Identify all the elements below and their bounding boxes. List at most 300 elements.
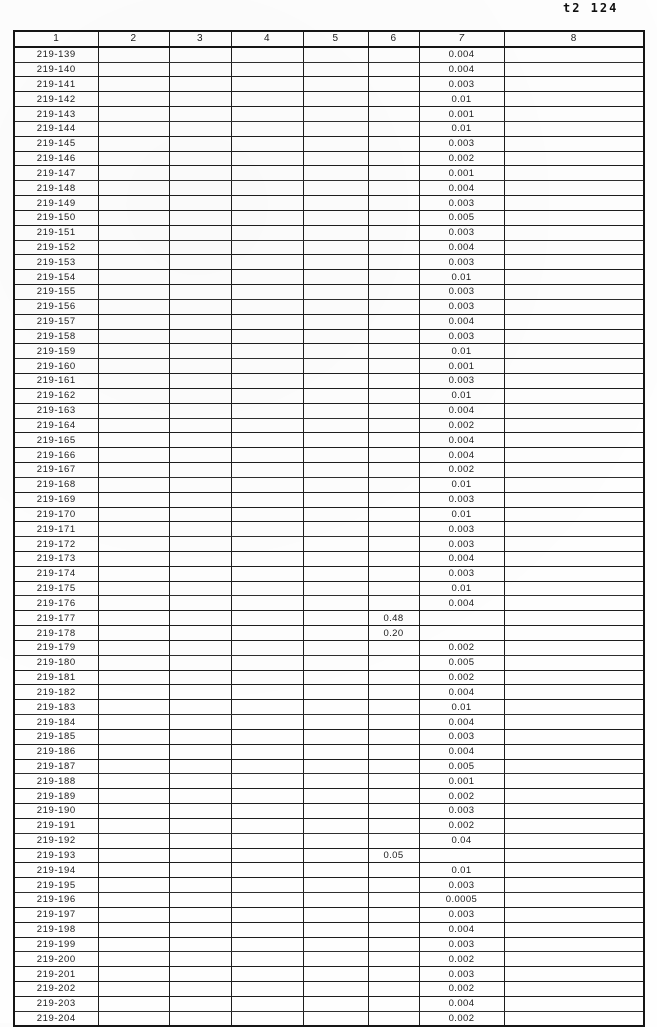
table-cell xyxy=(504,907,644,922)
row-id-cell: 219-163 xyxy=(14,403,98,418)
page-number-label: t2 124 xyxy=(563,1,619,15)
row-id-cell: 219-187 xyxy=(14,759,98,774)
table-cell xyxy=(169,952,231,967)
column-header-7: 7 xyxy=(419,31,504,47)
table-cell xyxy=(504,374,644,389)
table-cell xyxy=(303,92,368,107)
table-cell xyxy=(504,551,644,566)
table-cell xyxy=(368,729,419,744)
table-cell xyxy=(169,996,231,1011)
table-cell xyxy=(419,611,504,626)
table-cell xyxy=(303,388,368,403)
column-header-8: 8 xyxy=(504,31,644,47)
table-row xyxy=(14,937,644,952)
table-row xyxy=(14,551,644,566)
table-cell xyxy=(231,522,303,537)
row-id-cell: 219-158 xyxy=(14,329,98,344)
table-cell: 0.003 xyxy=(419,285,504,300)
table-cell xyxy=(231,804,303,819)
table-cell xyxy=(504,107,644,122)
table-cell xyxy=(303,833,368,848)
table-cell xyxy=(303,952,368,967)
table-row xyxy=(14,196,644,211)
table-cell xyxy=(169,285,231,300)
row-id-cell: 219-175 xyxy=(14,581,98,596)
table-cell xyxy=(504,685,644,700)
table-cell xyxy=(504,626,644,641)
table-cell xyxy=(303,62,368,77)
table-cell xyxy=(231,136,303,151)
column-header-5: 5 xyxy=(303,31,368,47)
table-cell xyxy=(303,121,368,136)
table-cell: 0.001 xyxy=(419,774,504,789)
table-cell xyxy=(504,433,644,448)
table-cell: 0.01 xyxy=(419,477,504,492)
table-cell: 0.0005 xyxy=(419,893,504,908)
table-cell xyxy=(504,299,644,314)
table-cell xyxy=(169,551,231,566)
table-cell xyxy=(98,507,169,522)
table-cell xyxy=(98,626,169,641)
table-cell xyxy=(368,92,419,107)
table-cell: 0.003 xyxy=(419,878,504,893)
table-cell: 0.002 xyxy=(419,789,504,804)
row-id-cell: 219-198 xyxy=(14,922,98,937)
table-row xyxy=(14,804,644,819)
table-cell xyxy=(231,285,303,300)
table-cell: 0.005 xyxy=(419,655,504,670)
table-cell xyxy=(303,522,368,537)
table-cell xyxy=(504,121,644,136)
table-cell xyxy=(368,537,419,552)
row-id-cell: 219-203 xyxy=(14,996,98,1011)
table-row xyxy=(14,329,644,344)
table-cell xyxy=(98,581,169,596)
table-cell xyxy=(303,967,368,982)
table-cell xyxy=(169,774,231,789)
table-row xyxy=(14,596,644,611)
table-cell xyxy=(368,448,419,463)
table-cell xyxy=(303,196,368,211)
table-cell xyxy=(303,1011,368,1026)
table-cell xyxy=(231,922,303,937)
table-row xyxy=(14,314,644,329)
row-id-cell: 219-170 xyxy=(14,507,98,522)
column-header-1: 1 xyxy=(14,31,98,47)
table-cell xyxy=(231,744,303,759)
table-cell xyxy=(303,804,368,819)
table-cell xyxy=(231,210,303,225)
row-id-cell: 219-165 xyxy=(14,433,98,448)
table-cell xyxy=(98,804,169,819)
table-cell xyxy=(303,181,368,196)
table-cell xyxy=(231,967,303,982)
table-cell xyxy=(504,359,644,374)
table-row xyxy=(14,729,644,744)
table-cell xyxy=(169,388,231,403)
row-id-cell: 219-164 xyxy=(14,418,98,433)
table-cell xyxy=(504,715,644,730)
row-id-cell: 219-204 xyxy=(14,1011,98,1026)
table-cell: 0.003 xyxy=(419,225,504,240)
row-id-cell: 219-189 xyxy=(14,789,98,804)
column-header-4: 4 xyxy=(231,31,303,47)
table-cell xyxy=(504,448,644,463)
table-cell xyxy=(504,566,644,581)
row-id-cell: 219-149 xyxy=(14,196,98,211)
table-row xyxy=(14,47,644,62)
table-cell xyxy=(504,344,644,359)
table-cell xyxy=(98,640,169,655)
table-cell xyxy=(368,670,419,685)
row-id-cell: 219-156 xyxy=(14,299,98,314)
table-cell xyxy=(98,374,169,389)
table-cell xyxy=(231,270,303,285)
table-cell xyxy=(504,181,644,196)
table-cell xyxy=(504,92,644,107)
table-cell xyxy=(98,878,169,893)
table-cell: 0.003 xyxy=(419,522,504,537)
row-id-cell: 219-202 xyxy=(14,982,98,997)
table-cell xyxy=(368,789,419,804)
table-cell xyxy=(231,344,303,359)
table-cell: 0.004 xyxy=(419,181,504,196)
table-cell xyxy=(169,403,231,418)
row-id-cell: 219-176 xyxy=(14,596,98,611)
table-cell xyxy=(504,982,644,997)
row-id-cell: 219-157 xyxy=(14,314,98,329)
table-row xyxy=(14,789,644,804)
table-row xyxy=(14,507,644,522)
table-cell xyxy=(98,996,169,1011)
table-cell xyxy=(368,759,419,774)
table-cell xyxy=(368,403,419,418)
table-cell xyxy=(169,1011,231,1026)
table-cell xyxy=(98,463,169,478)
table-cell xyxy=(98,181,169,196)
table-cell xyxy=(231,196,303,211)
table-row xyxy=(14,878,644,893)
table-cell: 0.003 xyxy=(419,329,504,344)
table-cell xyxy=(169,715,231,730)
table-cell xyxy=(169,982,231,997)
table-cell xyxy=(504,967,644,982)
table-cell xyxy=(368,463,419,478)
table-cell xyxy=(98,255,169,270)
table-cell: 0.004 xyxy=(419,715,504,730)
table-cell xyxy=(169,729,231,744)
table-cell xyxy=(169,967,231,982)
table-row xyxy=(14,166,644,181)
table-cell xyxy=(504,477,644,492)
table-cell xyxy=(303,166,368,181)
table-cell xyxy=(98,492,169,507)
table-cell xyxy=(98,92,169,107)
table-cell xyxy=(368,507,419,522)
table-cell xyxy=(504,833,644,848)
table-cell xyxy=(504,655,644,670)
row-id-cell: 219-179 xyxy=(14,640,98,655)
table-cell xyxy=(303,507,368,522)
table-cell xyxy=(231,878,303,893)
table-cell xyxy=(303,47,368,62)
table-cell xyxy=(303,477,368,492)
table-cell xyxy=(368,1011,419,1026)
table-row xyxy=(14,448,644,463)
table-cell xyxy=(169,700,231,715)
table-cell xyxy=(169,789,231,804)
table-row xyxy=(14,952,644,967)
table-cell: 0.003 xyxy=(419,907,504,922)
table-cell: 0.01 xyxy=(419,121,504,136)
table-cell xyxy=(98,596,169,611)
table-cell xyxy=(303,700,368,715)
table-row xyxy=(14,255,644,270)
table-cell xyxy=(504,270,644,285)
column-header-2: 2 xyxy=(98,31,169,47)
table-cell xyxy=(368,818,419,833)
table-cell xyxy=(98,551,169,566)
table-cell xyxy=(98,566,169,581)
table-cell: 0.003 xyxy=(419,492,504,507)
table-cell xyxy=(98,537,169,552)
table-cell xyxy=(303,255,368,270)
table-cell xyxy=(504,225,644,240)
row-id-cell: 219-142 xyxy=(14,92,98,107)
table-row xyxy=(14,967,644,982)
table-cell: 0.001 xyxy=(419,166,504,181)
table-cell: 0.004 xyxy=(419,47,504,62)
table-cell xyxy=(98,1011,169,1026)
table-cell xyxy=(98,403,169,418)
table-cell xyxy=(98,833,169,848)
table-cell xyxy=(368,196,419,211)
table-row xyxy=(14,893,644,908)
table-cell xyxy=(368,388,419,403)
table-cell xyxy=(303,626,368,641)
table-cell xyxy=(504,537,644,552)
table-cell: 0.05 xyxy=(368,848,419,863)
row-id-cell: 219-171 xyxy=(14,522,98,537)
table-cell xyxy=(368,566,419,581)
table-cell xyxy=(231,996,303,1011)
table-cell xyxy=(169,566,231,581)
row-id-cell: 219-194 xyxy=(14,863,98,878)
table-cell xyxy=(231,166,303,181)
table-cell xyxy=(231,374,303,389)
table-cell xyxy=(368,329,419,344)
table-row xyxy=(14,151,644,166)
table-cell xyxy=(169,255,231,270)
table-row xyxy=(14,433,644,448)
table-cell xyxy=(303,329,368,344)
row-id-cell: 219-197 xyxy=(14,907,98,922)
table-cell: 0.004 xyxy=(419,596,504,611)
table-row xyxy=(14,374,644,389)
table-cell xyxy=(169,329,231,344)
table-cell xyxy=(303,344,368,359)
row-id-cell: 219-191 xyxy=(14,818,98,833)
row-id-cell: 219-159 xyxy=(14,344,98,359)
table-cell xyxy=(169,240,231,255)
row-id-cell: 219-190 xyxy=(14,804,98,819)
table-cell xyxy=(368,907,419,922)
table-row xyxy=(14,107,644,122)
row-id-cell: 219-195 xyxy=(14,878,98,893)
table-cell xyxy=(231,181,303,196)
table-cell xyxy=(303,581,368,596)
table-row xyxy=(14,700,644,715)
row-id-cell: 219-146 xyxy=(14,151,98,166)
table-cell xyxy=(231,566,303,581)
table-row xyxy=(14,477,644,492)
table-cell xyxy=(169,655,231,670)
table-cell xyxy=(169,210,231,225)
table-cell xyxy=(231,359,303,374)
table-cell xyxy=(368,166,419,181)
table-cell xyxy=(231,655,303,670)
table-row xyxy=(14,77,644,92)
table-cell xyxy=(504,403,644,418)
table-cell xyxy=(98,715,169,730)
table-cell: 0.004 xyxy=(419,433,504,448)
table-row xyxy=(14,611,644,626)
table-cell xyxy=(368,640,419,655)
table-cell: 0.48 xyxy=(368,611,419,626)
table-cell xyxy=(504,804,644,819)
table-cell xyxy=(231,240,303,255)
table-cell xyxy=(231,92,303,107)
column-header-6: 6 xyxy=(368,31,419,47)
row-id-cell: 219-140 xyxy=(14,62,98,77)
table-row xyxy=(14,285,644,300)
data-table xyxy=(13,30,645,1027)
table-cell xyxy=(231,1011,303,1026)
table-cell xyxy=(231,463,303,478)
table-cell xyxy=(368,952,419,967)
table-cell xyxy=(368,255,419,270)
table-row xyxy=(14,240,644,255)
table-cell xyxy=(169,433,231,448)
table-cell xyxy=(504,759,644,774)
table-cell xyxy=(169,196,231,211)
table-cell xyxy=(231,299,303,314)
table-cell xyxy=(303,744,368,759)
table-cell xyxy=(368,359,419,374)
table-cell: 0.005 xyxy=(419,210,504,225)
table-cell xyxy=(169,270,231,285)
table-cell xyxy=(231,640,303,655)
table-row xyxy=(14,403,644,418)
table-cell: 0.20 xyxy=(368,626,419,641)
table-cell xyxy=(504,848,644,863)
table-cell xyxy=(303,537,368,552)
table-cell xyxy=(231,551,303,566)
row-id-cell: 219-169 xyxy=(14,492,98,507)
table-cell xyxy=(169,151,231,166)
table-cell xyxy=(98,922,169,937)
table-cell xyxy=(504,581,644,596)
table-cell xyxy=(231,685,303,700)
table-cell xyxy=(231,151,303,166)
table-cell xyxy=(231,937,303,952)
table-cell: 0.003 xyxy=(419,804,504,819)
table-cell xyxy=(98,907,169,922)
table-cell: 0.004 xyxy=(419,403,504,418)
column-header-3: 3 xyxy=(169,31,231,47)
table-row xyxy=(14,418,644,433)
table-cell xyxy=(368,121,419,136)
table-cell xyxy=(169,640,231,655)
table-cell: 0.04 xyxy=(419,833,504,848)
table-cell: 0.003 xyxy=(419,136,504,151)
row-id-cell: 219-173 xyxy=(14,551,98,566)
row-id-cell: 219-196 xyxy=(14,893,98,908)
row-id-cell: 219-177 xyxy=(14,611,98,626)
row-id-cell: 219-178 xyxy=(14,626,98,641)
table-cell: 0.002 xyxy=(419,463,504,478)
table-row xyxy=(14,121,644,136)
table-cell xyxy=(368,270,419,285)
table-row xyxy=(14,463,644,478)
table-cell xyxy=(98,685,169,700)
table-cell xyxy=(231,433,303,448)
table-cell: 0.01 xyxy=(419,863,504,878)
table-cell: 0.002 xyxy=(419,818,504,833)
table-cell xyxy=(98,359,169,374)
table-cell xyxy=(169,907,231,922)
table-cell xyxy=(303,136,368,151)
table-cell xyxy=(169,299,231,314)
table-cell xyxy=(419,848,504,863)
row-id-cell: 219-154 xyxy=(14,270,98,285)
table-cell xyxy=(169,878,231,893)
table-cell xyxy=(504,818,644,833)
table-cell xyxy=(231,47,303,62)
row-id-cell: 219-200 xyxy=(14,952,98,967)
table-cell xyxy=(98,448,169,463)
table-cell xyxy=(231,789,303,804)
row-id-cell: 219-172 xyxy=(14,537,98,552)
table-cell xyxy=(504,729,644,744)
table-cell: 0.003 xyxy=(419,255,504,270)
table-cell xyxy=(303,596,368,611)
table-cell xyxy=(303,774,368,789)
table-cell xyxy=(231,388,303,403)
table-cell xyxy=(231,448,303,463)
table-cell xyxy=(368,804,419,819)
table-cell xyxy=(504,1011,644,1026)
table-cell xyxy=(98,893,169,908)
table-cell xyxy=(169,62,231,77)
table-row xyxy=(14,62,644,77)
table-cell xyxy=(98,136,169,151)
table-cell xyxy=(504,640,644,655)
table-row xyxy=(14,537,644,552)
table-cell xyxy=(98,196,169,211)
table-cell xyxy=(504,47,644,62)
table-cell: 0.003 xyxy=(419,937,504,952)
table-cell xyxy=(368,833,419,848)
table-cell xyxy=(231,403,303,418)
table-cell xyxy=(231,581,303,596)
table-cell xyxy=(98,388,169,403)
table-cell xyxy=(504,240,644,255)
table-cell xyxy=(368,225,419,240)
table-cell xyxy=(169,77,231,92)
table-cell xyxy=(231,121,303,136)
table-cell xyxy=(504,255,644,270)
